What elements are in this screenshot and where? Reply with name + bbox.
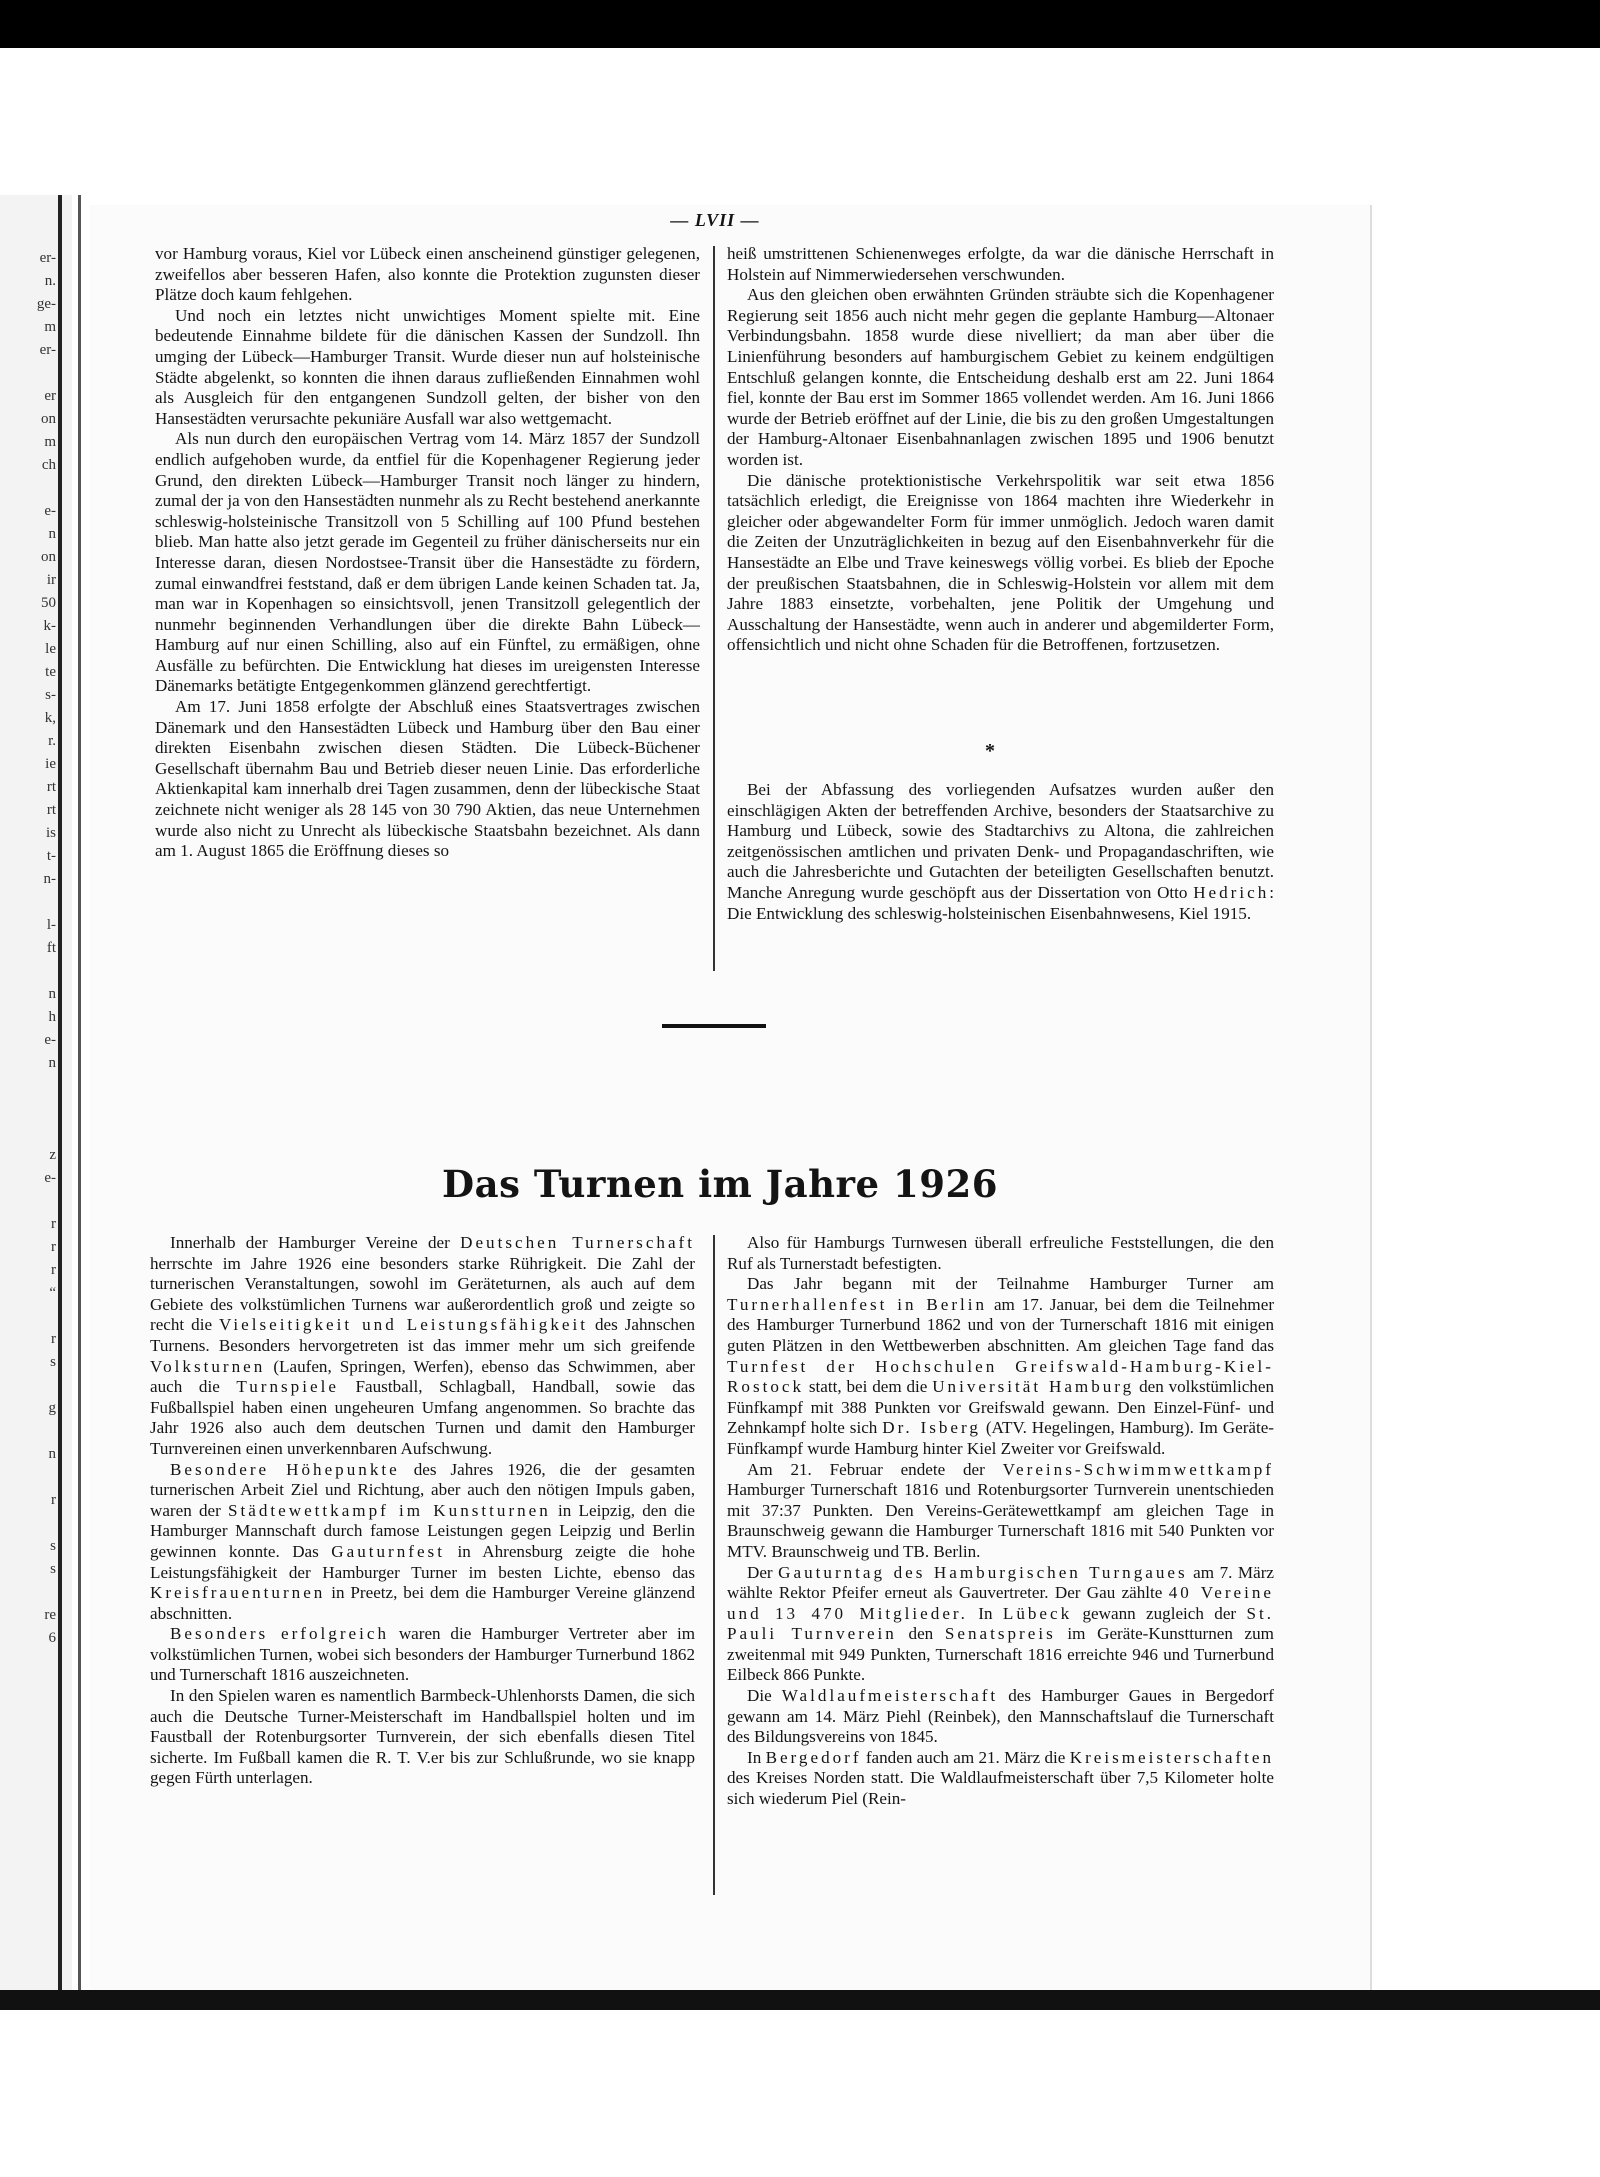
sliver-fragment: s [50, 1538, 56, 1554]
paragraph: Besondere Höhepunkte des Jahres 1926, die der gesamten turnerischen Arbeit Ziel und Richtung, aber auch den nötigen Impuls gaben, waren der Städtewettkampf im Kunstturnen in Leipzig, den die Hamburger Mannschaft durch famose Leistungen gegen Leipzig und Berlin gewinnen konnte. Das Gauturnfest in Ahrensburg zeigte die hohe Leistungsfähigkeit der Hamburger Turner im besten Lichte, ebenso das Kreisfrauenturnen in Preetz, bei dem die Hamburger Vereine glänzend abschnitten. [150, 1459, 696, 1623]
sliver-fragment [2, 1374, 56, 1397]
sliver-fragment: n [48, 986, 56, 1002]
sliver-fragment: e- [44, 1170, 56, 1186]
sliver-fragment: e- [44, 503, 56, 519]
sliver-fragment [2, 477, 56, 500]
sliver-fragment: rt [46, 802, 56, 818]
paragraph: Innerhalb der Hamburger Vereine der Deutschen Turnerschaft herrschte im Jahre 1926 eine besonders starke Rührigkeit. Die Zahl der turnerischen Veranstaltungen, sowohl im Geräteturnen, als auch auf dem Gebiete des volkstümlichen Turnens war außerordentlich groß und zeigte so recht die Vielseitigkeit und Leistungsfähigkeit des Jahnschen Turnens. Besonders hervorgetreten ist das immer mehr um sich greifende Volksturnen (Laufen, Springen, Werfen), ebenso das Schwimmen, aber auch die Turnspiele Faustball, Schlagball, Handball, sowie das Fußballspiel haben einen ungeheuren Umfang angenommen. So brachte das Jahr 1926 also auch dem deutschen Turnen und damit den Hamburger Turnvereinen einen unverkennbaren Aufschwung. [150, 1233, 696, 1458]
article-separator-rule [662, 1024, 766, 1028]
sliver-fragment: m [44, 434, 56, 450]
sliver-fragment: te [45, 664, 56, 680]
paragraph: Also für Hamburgs Turnwesen überall erfreuliche Feststellungen, die den Ruf als Turnerstadt befestigten. [727, 1233, 1274, 1273]
scanner-top-bar [0, 0, 1600, 48]
sliver-fragment: 6 [48, 1630, 56, 1646]
article1-right-column [727, 244, 1274, 656]
sliver-fragment [2, 1121, 56, 1144]
sliver-fragment: on [41, 411, 56, 427]
sliver-fragment: s [50, 1561, 56, 1577]
paragraph: Das Jahr begann mit der Teilnahme Hamburger Turner am Turnerhallenfest in Berlin am 17. Januar, bei dem die Teilnehmer des Hamburger Turnerbund 1862 und von der Turnerschaft 1816 mit einigen guten Plätzen in den Wettbewerben abschnitten. Am gleichen Tage fand das Turnfest der Hochschulen Greifswald-Hamburg-Kiel-Rostock statt, bei dem die Universität Hamburg den volkstümlichen Fünfkampf mit 388 Punkten vor Greifswald gewann. Den Einzel-Fünf- und Zehnkampf holte sich Dr. Isberg (ATV. Hegelingen, Hamburg). Im Geräte-Fünfkampf wurde Hamburg hinter Kiel Zweiter vor Greifswald. [727, 1274, 1275, 1458]
sources-note [727, 780, 1274, 924]
sliver-fragment: z [49, 1147, 56, 1163]
paragraph: Am 21. Februar endete der Vereins-Schwimmwettkampf Hamburger Turnerschaft 1816 und Rotenburgsorter Turnverein unentschieden mit 37:37 Punkten. Den Vereins-Gerätewettkampf am gleichen Tage in Braunschweig gewann die Hamburger Turnerschaft 1816 mit 540 Punkten vor MTV. Braunschweig und TB. Berlin. [727, 1459, 1274, 1561]
sliver-fragment: r [51, 1262, 56, 1278]
sliver-fragment [2, 1190, 56, 1213]
sliver-fragment: g [48, 1400, 56, 1416]
sliver-fragment: s [50, 1354, 56, 1370]
sliver-fragment: e- [44, 1032, 56, 1048]
sliver-fragment: er- [39, 342, 56, 358]
sliver-fragment: r [51, 1492, 56, 1508]
paragraph: heiß umstrittenen Schienenweges erfolgte, da war die dänische Herrschaft in Holstein auf Nimmerwiedersehen verschwunden. [727, 244, 1274, 284]
sliver-fragment: er- [39, 250, 56, 266]
sliver-fragment [2, 960, 56, 983]
paragraph: In Bergedorf fanden auch am 21. März die Kreismeisterschaften des Kreises Norden statt. Die Waldlaufmeisterschaft über 7,5 Kilometer holte sich wiederum Piel (Rein- [727, 1747, 1275, 1809]
sliver-fragment: k- [43, 618, 56, 634]
sliver-fragment [2, 1420, 56, 1443]
paragraph: Aus den gleichen oben erwähnten Gründen sträubte sich die Kopenhagener Regierung seit 1856 auch nicht mehr gegen die geplante Hamburg—Altonaer Verbindungsbahn. 1858 wurde diese nivelliert; da man aber über die Linienführung besonders auf hamburgischem Gebiet zu keinem endgültigen Entschluß gelangen konnte, die Entscheidung deshalb erst am 22. Juni 1864 fiel, konnte der Bau erst im Sommer 1865 vollendet werden. Am 16. Juni 1866 wurde der Betrieb eröffnet auf der Linie, die bis zu den großen Umgestaltungen der Hamburg-Altonaer Eisenbahnanlagen zwischen 1895 und 1906 benutzt worden ist. [727, 285, 1274, 469]
sliver-fragment: n- [43, 871, 56, 887]
sliver-fragment [2, 1466, 56, 1489]
sliver-fragment [2, 1075, 56, 1098]
sliver-fragment: n. [44, 273, 56, 289]
scanner-bottom-bar [0, 1990, 1600, 2010]
paragraph: In den Spielen waren es namentlich Barmbeck-Uhlenhorsts Damen, die sich auch die Deutsche Turner-Meisterschaft im Handballspiel holten und im Faustball der Rotenburgsorter Turnverein, der sich ebenfalls diesen Titel sicherte. Im Fußball kamen die R. T. V.er bis zur Schlußrunde, wo sie knapp gegen Fürth unterlagen. [150, 1686, 695, 1788]
sliver-fragment: on [41, 549, 56, 565]
adjacent-page-text [2, 247, 56, 1650]
sliver-fragment: r. [48, 733, 56, 749]
page-edge [58, 195, 62, 2000]
sliver-fragment [2, 1098, 56, 1121]
sliver-fragment: is [45, 825, 56, 841]
article2-left-column [150, 1233, 695, 1789]
sliver-fragment: m [44, 319, 56, 335]
sliver-fragment: k, [44, 710, 56, 726]
sliver-fragment: “ [49, 1285, 56, 1301]
author-name: Hedrich [1193, 882, 1270, 902]
sliver-fragment: rt [46, 779, 56, 795]
paragraph: Am 17. Juni 1858 erfolgte der Abschluß eines Staatsvertrages zwischen Dänemark und den Hansestädten Lübeck und Hamburg über den Bau einer direkten Eisenbahn zwischen diesen Städten. Die Lübeck-Büchener Gesellschaft übernahm Bau und Betrieb dieser neuen Linie. Das erforderliche Aktienkapital kam innerhalb drei Tagen zusammen, denn der lübeckische Staat zeichnete nicht weniger als 28 145 von 30 790 Aktien, das neue Unternehmen wurde also nicht zu Unrecht als lübeckische Staatsbahn bezeichnet. Als dann am 1. August 1865 die Eröffnung dieses so [155, 697, 700, 861]
section-separator: * [985, 740, 995, 762]
sliver-fragment: l- [46, 917, 56, 933]
page-number: — LVII — [670, 210, 760, 230]
column-divider [713, 246, 715, 971]
sliver-fragment: n [48, 1446, 56, 1462]
sliver-fragment [2, 1581, 56, 1604]
sliver-fragment: n [48, 1055, 56, 1071]
sliver-fragment: r [51, 1216, 56, 1232]
article2-right-column [727, 1233, 1274, 1810]
sliver-fragment: er [44, 388, 56, 404]
sliver-fragment: t- [46, 848, 56, 864]
column-divider [713, 1235, 715, 1895]
sliver-fragment: r [51, 1239, 56, 1255]
page-edge [78, 195, 81, 2000]
sliver-fragment: ie [45, 756, 56, 772]
sliver-fragment [2, 362, 56, 385]
page-margin [0, 2010, 1600, 2177]
sliver-fragment: ge- [36, 296, 56, 312]
paragraph: Die Waldlaufmeisterschaft des Hamburger Gaues in Bergedorf gewann am 14. März Piehl (Reinbek), den Mannschaftslauf die Turnerschaft des Bildungsvereins von 1845. [727, 1686, 1274, 1747]
sliver-fragment: 50 [41, 595, 56, 611]
sliver-fragment: le [45, 641, 56, 657]
sliver-fragment: ch [41, 457, 56, 473]
paragraph: vor Hamburg voraus, Kiel vor Lübeck einen anscheinend günstiger gelegenen, zweifellos aber besseren Hafen, also konnte die Protektion zugunsten dieser Plätze doch kaum fehlgehen. [155, 244, 700, 305]
paragraph: Der Gauturntag des Hamburgischen Turngaues am 7. März wählte Rektor Pfeifer erneut als Gauvertreter. Der Gau zählte 40 Vereine und 13 470 Mitglieder. In Lübeck gewann zugleich der St. Pauli Turnverein den Senatspreis im Geräte-Kunstturnen zum zweitenmal mit 949 Punkten, Turnerschaft 1816 erreichte 946 und Turnerbund Eilbeck 866 Punkte. [727, 1562, 1274, 1685]
article-title: Das Turnen im Jahre 1926 [442, 1162, 998, 1206]
sliver-fragment: s- [45, 687, 56, 703]
sliver-fragment: re [44, 1607, 56, 1623]
paragraph: Und noch ein letztes nicht unwichtiges Moment spielte mit. Eine bedeutende Einnahme bildete für die dänischen Kassen der Sundzoll. Ihn umging der Lübeck—Hamburger Transit. Wurde dieser nun auf holsteinische Städte abgelenkt, so konnten die ihnen daraus zufließenden Einnahmen wohl als Ausgleich für den entgangenen Sundzoll gelten, der bisher von den Hansestädten verursachte pekuniäre Ausfall war also wettgemacht. [155, 305, 700, 428]
sliver-fragment: ir [46, 572, 56, 588]
sliver-fragment [2, 891, 56, 914]
sliver-fragment: ft [46, 940, 56, 956]
sliver-fragment [2, 1512, 56, 1535]
paragraph: Als nun durch den europäischen Vertrag vom 14. März 1857 der Sundzoll endlich aufgehoben wurde, da entfiel für die Kopenhagener Regierung jeder Grund, den direkten Lübeck—Hamburger Transit noch länger zu hindern, zumal der ja von den Hansestädten nunmehr als zu Recht bestehend anerkannte schleswig-holsteinische Transitzoll von 5 Schilling auf 100 Pfund bestehen blieb. Man hatte also jetzt gerade im Gegenteil zu früher dänischerseits nur ein Interesse daran, diesen Nordostsee-Transit über die Hansestädte zu fördern, zumal einwandfrei feststand, daß er dem übrigen Lande keinen Schaden tat. Ja, man war in Kopenhagen so einsichtsvoll, jenen Transitzoll gelegentlich der nunmehr beginnenden Verhandlungen über die direkte Bahn Lübeck—Hamburg auf nur einen Schilling, also auf ein Fünftel, zu ermäßigen, ohne Ausfälle zu befürchten. Die Entwicklung hat dieses im ureigensten Interesse Dänemarks betätigte Entgegenkommen glänzend gerechtfertigt. [155, 429, 700, 696]
sliver-fragment: r [51, 1331, 56, 1347]
sliver-fragment: h [48, 1009, 56, 1025]
sliver-fragment [2, 1305, 56, 1328]
sliver-fragment: n [48, 526, 56, 542]
paragraph: Besonders erfolgreich waren die Hamburger Vertreter aber im volkstümlichen Turnen, wobei sich besonders der Hamburger Turnerbund 1862 und Turnerschaft 1816 auszeichneten. [150, 1624, 696, 1685]
article1-left-column [155, 244, 700, 862]
paragraph: Bei der Abfassung des vorliegenden Aufsatzes wurden außer den einschlägigen Akten der betreffenden Archive, besonders der Staatsarchive zu Hamburg und Lübeck, sowie des Stadtarchivs zu Altona, die zahlreichen zeitgenössischen amtlichen und privaten Denk- und Propagandaschriften, wie auch die Jahresberichte und Gutachten der beteiligten Gesellschaften benutzt. Manche Anregung wurde geschöpft aus der Dissertation von Otto Hedrich: Die Entwicklung des schleswig-holsteinischen Eisenbahnwesens, Kiel 1915. [727, 780, 1274, 923]
paragraph: Die dänische protektionistische Verkehrspolitik war seit etwa 1856 tatsächlich erledigt, die Ereignisse von 1864 machten ihre Wiederkehr in gleicher oder abgewandelter Form für immer unmöglich. Jedoch waren damit die Zeiten der Unzuträglichkeiten in bezug auf den Eisenbahnverkehr für die Hansestädte an Elbe und Trave keineswegs völlig vorbei. Es blieb der Epoche der preußischen Staatsbahnen, die in Schleswig-Holstein vor allem mit dem Jahre 1883 einsetzte, vorbehalten, jene Politik der Umgehung und Ausschaltung der Hansestädte, wenn auch in anderer und abgemilderter Form, offensichtlich und nicht ohne Schaden für die Betroffenen, fortzusetzen. [727, 470, 1274, 655]
